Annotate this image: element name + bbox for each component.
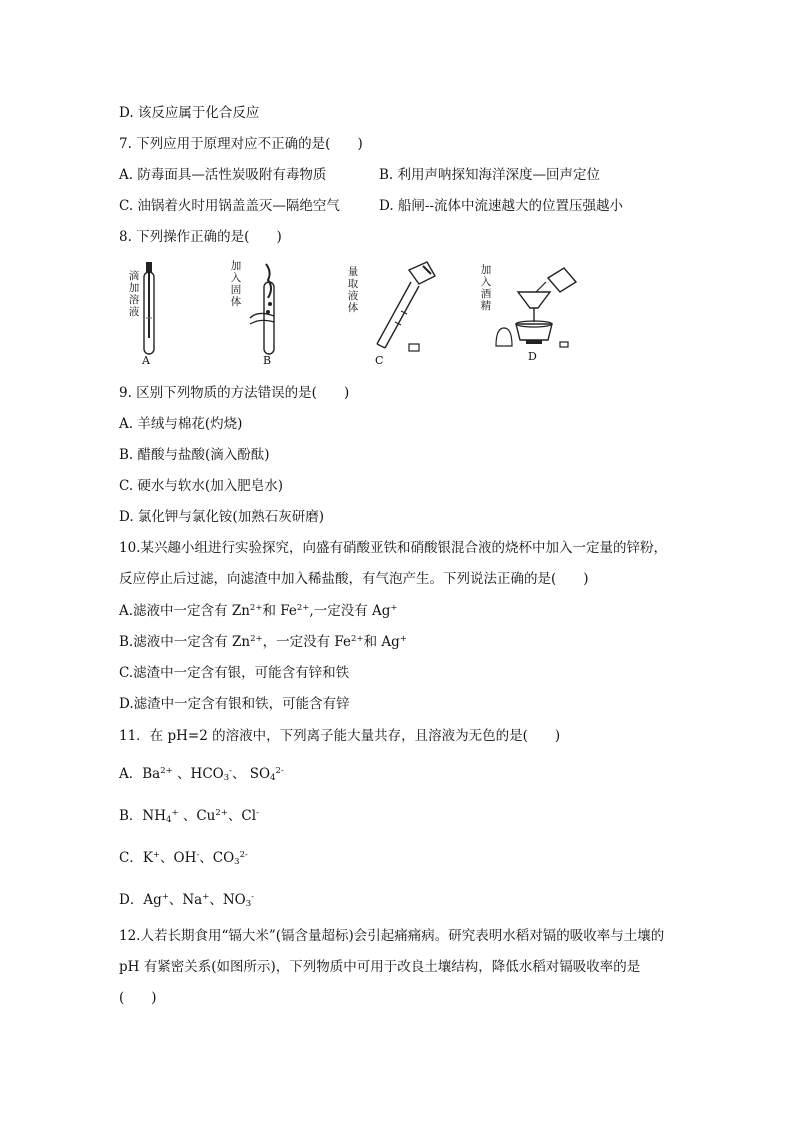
q7-option-c: C. 油锅着火时用锅盖盖灭—隔绝空气 [119, 198, 340, 214]
q10-option-a: A.滤液中一定含有 $Zn^{2+}$和 $Fe^{2+}$,一定没有 Ag+ [119, 603, 398, 619]
figure-d-adding-alcohol [476, 258, 586, 370]
figure-c-measuring-liquid [343, 258, 443, 370]
q11-option-b: B．$NH_4^+$ 、$Cu^{2+}$、Cl- [119, 808, 259, 825]
figure-b-caption: 加入固体 [230, 260, 242, 308]
q6-option-d: D. 该反应属于化合反应 [119, 105, 260, 121]
q10-stem-line2: 反应停止后过滤，向滤渣中加入稀盐酸，有气泡产生。下列说法正确的是( ) [119, 571, 589, 587]
figure-a-label: A [142, 354, 150, 367]
q10-stem-line1: 10.某兴趣小组进行实验探究，向盛有硝酸亚铁和硝酸银混合液的烧杯中加入一定量的锌粉， [119, 540, 667, 556]
figure-b-adding-solid [228, 258, 298, 370]
q12-stem-line3: ( ) [119, 990, 157, 1006]
figure-c-label: C [375, 354, 384, 367]
figure-a-drawing [124, 258, 184, 370]
figure-a-caption: 滴加溶液 [128, 270, 140, 318]
figure-c-caption: 量取液体 [347, 266, 359, 314]
q9-option-b: B. 醋酸与盐酸(滴入酚酞) [119, 447, 270, 463]
q9-option-d: D. 氯化钾与氯化铵(加熟石灰研磨) [119, 509, 324, 525]
q12-stem-line2: pH 有紧密关系(如图所示)，下列物质中可用于改良土壤结构，降低水稻对镉吸收率的是 [119, 959, 641, 975]
q9-option-c: C. 硬水与软水(加入肥皂水) [119, 478, 283, 494]
q9-stem: 9. 区别下列物质的方法错误的是( ) [119, 385, 350, 401]
q8-stem: 8. 下列操作正确的是( ) [119, 229, 282, 245]
q11-stem: 11．在 pH=2 的溶液中，下列离子能大量共存，且溶液为无色的是( ) [119, 728, 561, 744]
figure-a-dropping-solution [124, 258, 184, 370]
q7-stem: 7. 下列应用于原理对应不正确的是( ) [119, 136, 363, 152]
q10-option-d: D.滤渣中一定含有银和铁，可能含有锌 [119, 696, 350, 712]
q9-option-a: A. 羊绒与棉花(灼烧) [119, 416, 243, 432]
figure-c-drawing [343, 258, 443, 370]
q10-option-c: C.滤渣中一定含有银，可能含有锌和铁 [119, 665, 350, 681]
q7-option-a: A. 防毒面具—活性炭吸附有毒物质 [119, 167, 327, 183]
q10-option-b: B.滤液中一定含有 $Zn^{2+}$，一定没有 $Fe^{2+}$和 Ag+ [119, 634, 407, 650]
q11-option-a: A．$Ba^{2+}$ 、$HCO_3^-$、 $SO_4^{2-}$ [119, 766, 284, 783]
q11-option-c: C．K+、OH-、$CO_3^{2-}$ [119, 850, 248, 867]
q7-option-d: D. 船闸--流体中流速越大的位置压强越小 [379, 198, 624, 214]
q7-option-b: B. 利用声呐探知海洋深度—回声定位 [379, 167, 601, 183]
figure-d-label: D [528, 350, 537, 363]
figure-d-caption: 加入酒精 [480, 264, 492, 312]
q11-option-d: D．Ag+、Na+、$NO_3^-$ [119, 892, 255, 909]
q12-stem-line1: 12.人若长期食用“镉大米”(镉含量超标)会引起痛痛病。研究表明水稻对镉的吸收率与土壤的 [119, 928, 665, 944]
figure-b-label: B [263, 354, 272, 367]
